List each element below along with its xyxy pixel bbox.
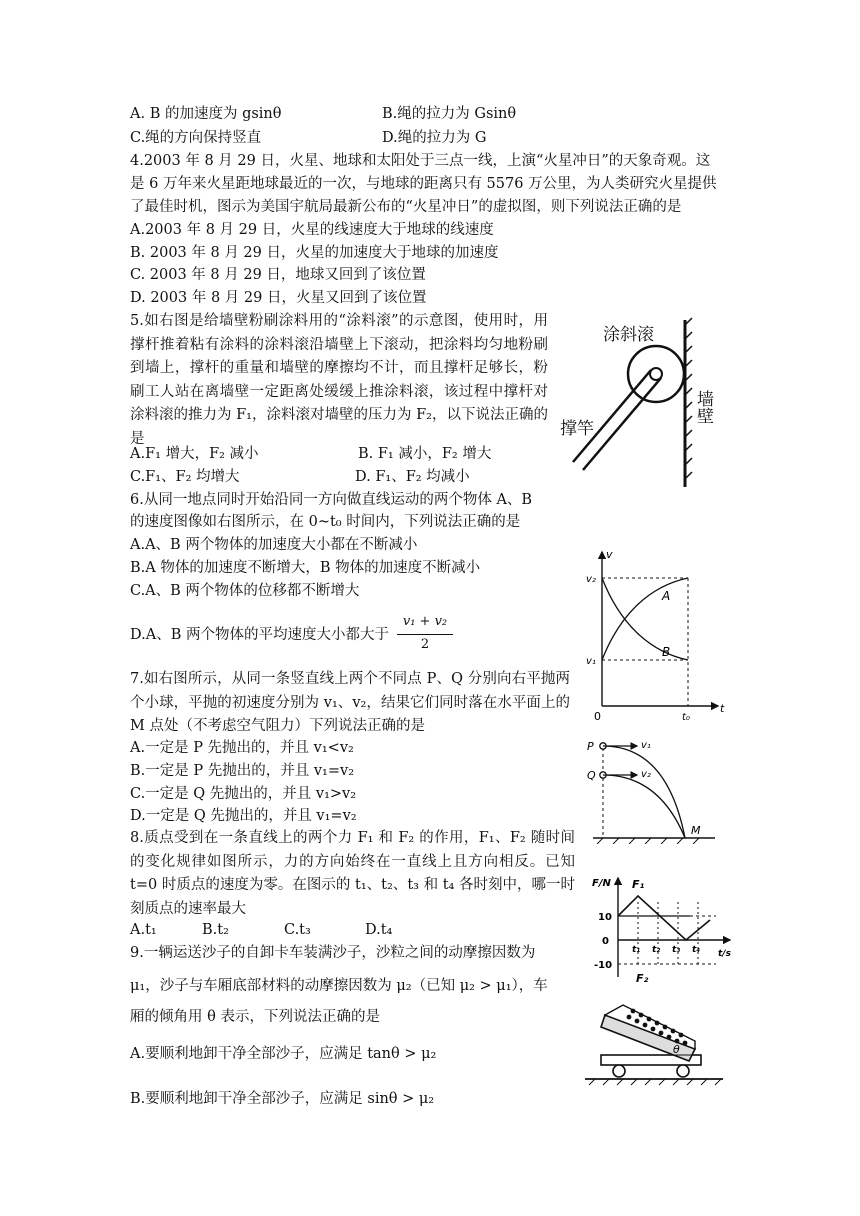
tick-minus-10: -10 — [594, 960, 613, 971]
tick-0: 0 — [602, 936, 609, 947]
q8-option-c: C.t₃ — [284, 922, 311, 938]
q4-option-c: C. 2003 年 8 月 29 日，地球又回到了该位置 — [130, 267, 426, 283]
q8-option-b: B.t₂ — [202, 922, 229, 938]
q6-option-b: B.A 物体的加速度不断增大，B 物体的加速度不断减小 — [130, 560, 481, 576]
curve-b-label: B — [662, 645, 671, 659]
q7-option-a: A.一定是 P 先抛出的，并且 v₁<v₂ — [130, 740, 354, 756]
q5-option-c: C.F₁、F₂ 均增大 — [130, 469, 240, 485]
q5-option-b: B. F₁ 减小，F₂ 增大 — [358, 446, 492, 462]
dump-truck-figure — [583, 1003, 728, 1088]
q5-stem: 5.如右图是给墙壁粉刷涂料用的“涂料滚”的示意图，使用时，用撑杆推着粘有涂料的涂料滚沿墙壁上下滚动，把涂料均匀地粉刷到墙上，撑杆的重量和墙壁的摩擦均不计，而且撑杆足够长，粉刷工人站在离墙壁一定距离处缓缓上推涂料滚，该过程中撑杆对涂料滚的推力为 F₁，涂料滚对墙壁的压力为 F₂，以下说法正确的是 — [130, 313, 548, 447]
q5-option-d: D. F₁、F₂ 均减小 — [355, 469, 470, 485]
paint-roller-figure — [555, 312, 735, 492]
q7-option-c: C.一定是 Q 先抛出的，并且 v₁>v₂ — [130, 786, 357, 802]
fraction-denominator: 2 — [420, 637, 430, 652]
t1-label: t₁ — [632, 945, 641, 955]
fn-axis-label: F/N — [592, 878, 611, 889]
t2-label: t₂ — [652, 945, 661, 955]
f2-label: F₂ — [636, 972, 649, 985]
q4-stem-line1: 4.2003 年 8 月 29 日，火星、地球和太阳处于三点一线，上演“火星冲日”的天象奇观。这 — [130, 153, 711, 169]
v-axis-label: v — [606, 548, 613, 561]
q3-option-d: D.绳的拉力为 G — [382, 130, 487, 146]
q3-option-b: B.绳的拉力为 Gsinθ — [382, 106, 517, 122]
theta-label: θ — [673, 1043, 680, 1056]
p-label: P — [587, 740, 594, 753]
q7-stem: 7.如右图所示，从同一条竖直线上两个不同点 P、Q 分别向右平抛两个小球，平抛的初速度分别为 v₁、v₂，结果它们同时落在水平面上的 M 点处（不考虑空气阻力）下列说法正确的是 — [130, 671, 570, 734]
q6-option-a: A.A、B 两个物体的加速度大小都在不断减小 — [130, 537, 418, 553]
pole-label: 撑竿 — [560, 419, 594, 439]
q8-stem: 8.质点受到在一条直线上的两个力 F₁ 和 F₂ 的作用，F₁、F₂ 随时间的变化规律如图所示，力的方向始终在一直线上且方向相反。已知 t=0 时质点的速度为零。在图示的 t₁、t₂、t₃ 和 t₄ 各时刻中，哪一时刻质点的速率最大 — [130, 830, 575, 917]
q7-option-d: D.一定是 Q 先抛出的，并且 v₁=v₂ — [130, 808, 357, 824]
q8-option-d: D.t₄ — [365, 922, 393, 938]
force-time-graph — [590, 872, 735, 987]
v1-label: v₁ — [586, 656, 596, 667]
v2-label: v₂ — [586, 574, 596, 585]
q5-option-a: A.F₁ 增大，F₂ 减小 — [130, 446, 259, 462]
ts-axis-label: t/s — [718, 949, 731, 959]
q7-option-b: B.一定是 P 先抛出的，并且 v₁=v₂ — [130, 763, 355, 779]
q6-option-d: D.A、B 两个物体的平均速度大小都大于 — [130, 627, 389, 643]
q4-option-b: B. 2003 年 8 月 29 日，火星的加速度大于地球的加速度 — [130, 245, 499, 261]
fraction-bar — [397, 634, 453, 635]
q4-stem-line3: 了最佳时机，图示为美国宇航局最新公布的“火星冲日”的虚拟图，则下列说法正确的是 — [130, 199, 682, 215]
q6-stem-line2: 的速度图像如右图所示，在 0~t₀ 时间内，下列说法正确的是 — [130, 514, 521, 530]
v1-arrow-label: v₁ — [641, 740, 651, 751]
q6-stem-line1: 6.从同一地点同时开始沿同一方向做直线运动的两个物体 A、B — [130, 492, 533, 508]
v2-arrow-label: v₂ — [641, 769, 651, 780]
q9-option-b: B.要顺利地卸干净全部沙子，应满足 sinθ > μ₂ — [130, 1091, 435, 1107]
m-label: M — [691, 824, 701, 837]
tick-10: 10 — [598, 912, 612, 923]
q3-option-c: C.绳的方向保持竖直 — [130, 130, 262, 146]
q9-stem-line3: 厢的倾角用 θ 表示，下列说法正确的是 — [130, 1009, 380, 1025]
q8-option-a: A.t₁ — [130, 922, 157, 938]
q4-option-d: D. 2003 年 8 月 29 日，火星又回到了该位置 — [130, 290, 427, 306]
t0-label: t₀ — [682, 712, 690, 723]
t4-label: t₄ — [692, 945, 701, 955]
q-label: Q — [587, 769, 596, 782]
projectile-figure — [585, 734, 720, 844]
origin-label: 0 — [594, 710, 601, 723]
q9-stem-line1: 9.一辆运送沙子的自卸卡车装满沙子，沙粒之间的动摩擦因数为 — [130, 945, 536, 961]
q6-option-c: C.A、B 两个物体的位移都不断增大 — [130, 583, 360, 599]
wall-label: 墙壁 — [693, 390, 713, 424]
fraction-numerator: v₁ + v₂ — [402, 614, 448, 629]
roller-label: 涂斜滚 — [603, 325, 654, 345]
q9-option-a: A.要顺利地卸干净全部沙子，应满足 tanθ > μ₂ — [130, 1046, 437, 1062]
q9-stem-line2: μ₁，沙子与车厢底部材料的动摩擦因数为 μ₂（已知 μ₂ > μ₁），车 — [130, 978, 548, 994]
curve-a-label: A — [662, 589, 671, 603]
f1-label: F₁ — [632, 878, 645, 891]
t-axis-label: t — [720, 702, 725, 715]
q4-option-a: A.2003 年 8 月 29 日，火星的线速度大于地球的线速度 — [130, 222, 494, 238]
velocity-time-graph — [580, 544, 730, 724]
q4-stem-line2: 是 6 万年来火星距地球最近的一次，与地球的距离只有 5576 万公里，为人类研究火星提供 — [130, 176, 717, 192]
t3-label: t₃ — [672, 945, 681, 955]
q3-option-a: A. B 的加速度为 gsinθ — [130, 106, 282, 122]
